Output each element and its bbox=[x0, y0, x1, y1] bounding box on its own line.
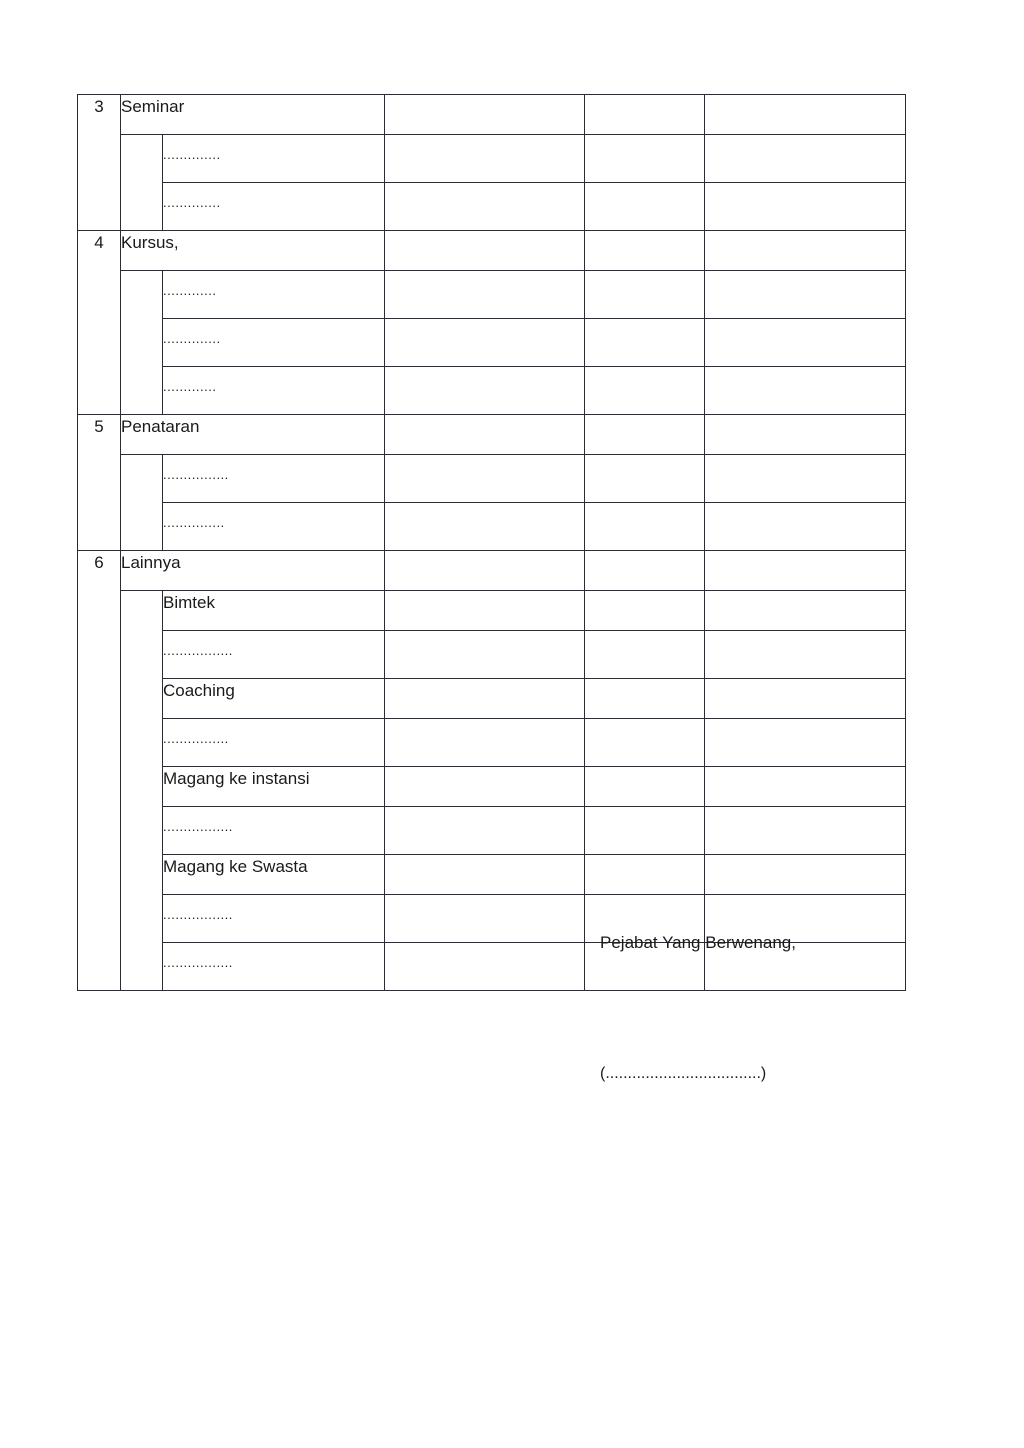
sub-row bbox=[78, 319, 906, 367]
sub-row bbox=[78, 455, 906, 503]
sub-row bbox=[78, 807, 906, 855]
blank-cell bbox=[585, 855, 705, 895]
blank-cell bbox=[385, 183, 585, 231]
blank-cell bbox=[585, 719, 705, 767]
blank-cell bbox=[705, 807, 906, 855]
blank-cell bbox=[705, 231, 906, 271]
sub-item-label: ................. bbox=[163, 807, 385, 855]
category-label: Lainnya bbox=[121, 551, 385, 591]
blank-cell bbox=[385, 767, 585, 807]
sub-item-label: ................ bbox=[163, 455, 385, 503]
blank-cell bbox=[385, 135, 585, 183]
blank-cell bbox=[385, 855, 585, 895]
sub-item-label: ............... bbox=[163, 503, 385, 551]
blank-cell bbox=[705, 855, 906, 895]
sub-item-label: ................. bbox=[163, 895, 385, 943]
blank-cell bbox=[585, 455, 705, 503]
group-row bbox=[78, 95, 906, 135]
blank-cell bbox=[385, 319, 585, 367]
blank-cell bbox=[385, 719, 585, 767]
blank-cell bbox=[585, 271, 705, 319]
blank-cell bbox=[385, 503, 585, 551]
blank-cell bbox=[705, 367, 906, 415]
sub-item-label: Bimtek bbox=[163, 591, 385, 631]
blank-cell bbox=[385, 455, 585, 503]
blank-cell bbox=[705, 319, 906, 367]
sub-item-label: ............. bbox=[163, 271, 385, 319]
blank-cell bbox=[705, 455, 906, 503]
blank-cell bbox=[385, 271, 585, 319]
blank-cell bbox=[385, 95, 585, 135]
group-row bbox=[78, 415, 906, 455]
blank-cell bbox=[705, 271, 906, 319]
sub-item-label: .............. bbox=[163, 135, 385, 183]
blank-cell bbox=[705, 591, 906, 631]
blank-cell bbox=[585, 319, 705, 367]
sub-item-label: Coaching bbox=[163, 679, 385, 719]
sub-row bbox=[78, 679, 906, 719]
blank-cell bbox=[385, 231, 585, 271]
category-label: Seminar bbox=[121, 95, 385, 135]
blank-cell bbox=[385, 895, 585, 943]
blank-cell bbox=[705, 415, 906, 455]
sub-item-label: ................. bbox=[163, 943, 385, 991]
group-row bbox=[78, 231, 906, 271]
blank-cell bbox=[385, 551, 585, 591]
signature-name-placeholder: (...................................) bbox=[600, 1065, 767, 1082]
group-row bbox=[78, 551, 906, 591]
blank-cell bbox=[705, 135, 906, 183]
blank-cell bbox=[385, 943, 585, 991]
blank-cell bbox=[705, 719, 906, 767]
sub-item-label: ............. bbox=[163, 367, 385, 415]
blank-cell bbox=[585, 367, 705, 415]
blank-cell bbox=[385, 807, 585, 855]
indent-cell bbox=[121, 135, 163, 231]
sub-row bbox=[78, 135, 906, 183]
indent-cell bbox=[121, 591, 163, 991]
row-number: 6 bbox=[78, 551, 121, 991]
blank-cell bbox=[705, 183, 906, 231]
row-number: 4 bbox=[78, 231, 121, 415]
blank-cell bbox=[585, 95, 705, 135]
blank-cell bbox=[385, 679, 585, 719]
blank-cell bbox=[705, 767, 906, 807]
blank-cell bbox=[585, 767, 705, 807]
sub-item-label: .............. bbox=[163, 319, 385, 367]
sub-row bbox=[78, 767, 906, 807]
blank-cell bbox=[585, 551, 705, 591]
sub-item-label: ................. bbox=[163, 631, 385, 679]
indent-cell bbox=[121, 271, 163, 415]
blank-cell bbox=[585, 503, 705, 551]
blank-cell bbox=[585, 183, 705, 231]
blank-cell bbox=[385, 367, 585, 415]
blank-cell bbox=[585, 631, 705, 679]
blank-cell bbox=[585, 231, 705, 271]
sub-row bbox=[78, 503, 906, 551]
blank-cell bbox=[705, 679, 906, 719]
category-label: Kursus, bbox=[121, 231, 385, 271]
sub-item-label: .............. bbox=[163, 183, 385, 231]
blank-cell bbox=[385, 591, 585, 631]
sub-row bbox=[78, 591, 906, 631]
sub-row bbox=[78, 183, 906, 231]
sub-row bbox=[78, 719, 906, 767]
sub-row bbox=[78, 367, 906, 415]
row-number: 3 bbox=[78, 95, 121, 231]
sub-item-label: ................ bbox=[163, 719, 385, 767]
blank-cell bbox=[585, 591, 705, 631]
sub-row bbox=[78, 631, 906, 679]
blank-cell bbox=[385, 415, 585, 455]
blank-cell bbox=[585, 807, 705, 855]
blank-cell bbox=[705, 95, 906, 135]
blank-cell bbox=[705, 551, 906, 591]
blank-cell bbox=[705, 631, 906, 679]
training-table bbox=[77, 94, 906, 991]
row-number: 5 bbox=[78, 415, 121, 551]
sub-row bbox=[78, 271, 906, 319]
signature-title: Pejabat Yang Berwenang, bbox=[600, 933, 796, 952]
blank-cell bbox=[385, 631, 585, 679]
blank-cell bbox=[585, 679, 705, 719]
blank-cell bbox=[585, 135, 705, 183]
sub-row bbox=[78, 855, 906, 895]
blank-cell bbox=[705, 503, 906, 551]
sub-item-label: Magang ke instansi bbox=[163, 767, 385, 807]
blank-cell bbox=[585, 415, 705, 455]
indent-cell bbox=[121, 455, 163, 551]
category-label: Penataran bbox=[121, 415, 385, 455]
sub-item-label: Magang ke Swasta bbox=[163, 855, 385, 895]
